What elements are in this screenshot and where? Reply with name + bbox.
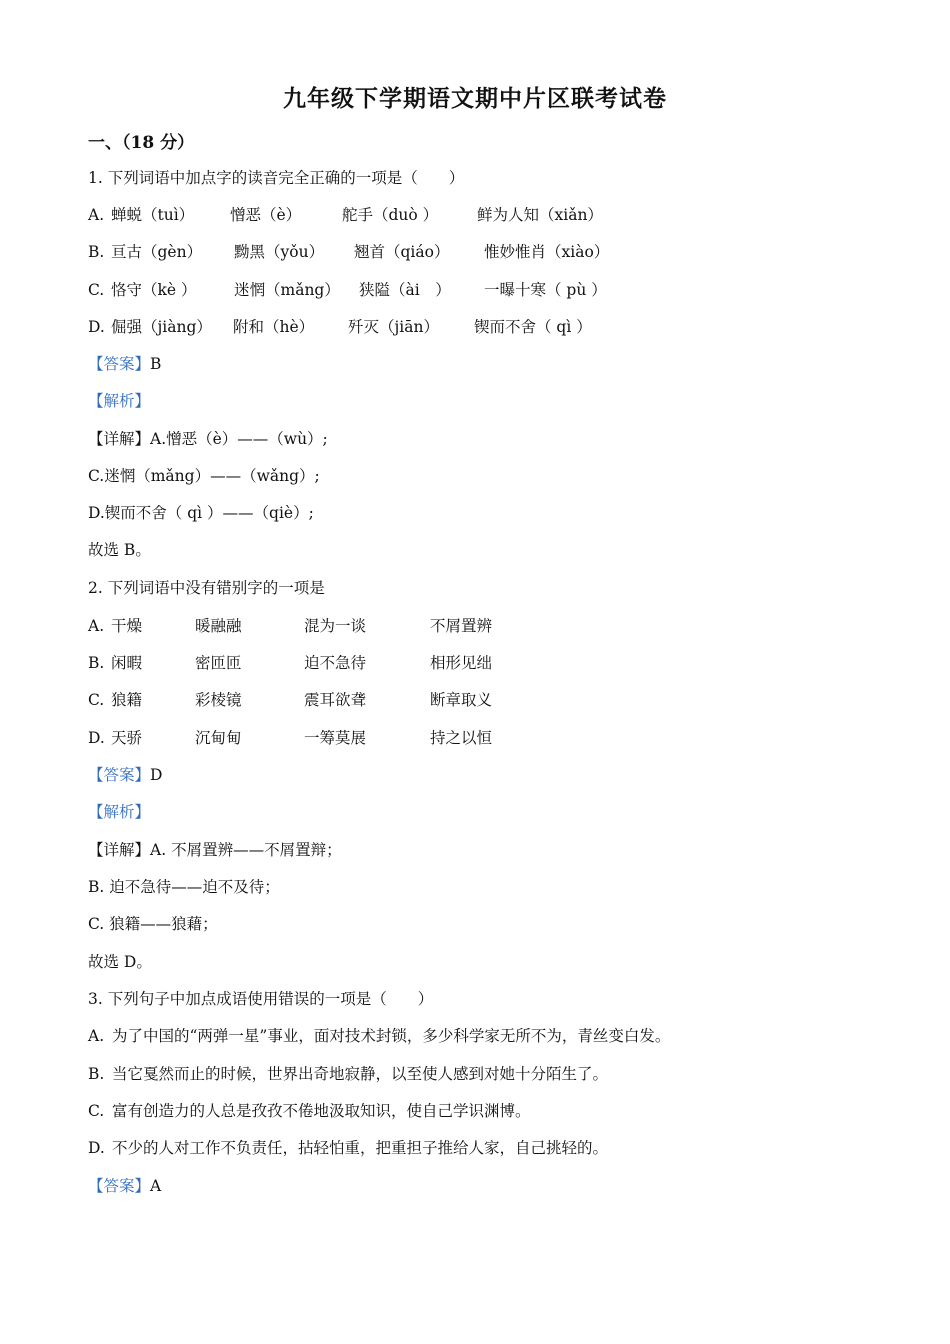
q3-option-b [88,1061,608,1087]
option-label: D. [88,729,105,747]
option-label: A. [88,206,105,224]
option-item: 锲而不舍（ qì ） [474,318,592,336]
q2-option-b [88,650,493,676]
option-item: 不屑置辨 [430,617,493,635]
q1-detail-line: C.迷惘（mǎng）——（wǎng）; [88,467,320,485]
option-item: 迷惘（mǎng） [234,281,340,299]
analysis-tag: 【解析】 [88,392,151,410]
answer-tag: 【答案】 [88,1177,151,1195]
option-label: C. [88,1102,105,1120]
option-text: 为了中国的“两弹一星”事业，面对技术封锁，多少科学家无所不为，青丝变白发。 [112,1027,671,1045]
option-label: C. [88,281,105,299]
answer-tag: 【答案】 [88,766,151,784]
option-label: B. [88,243,105,261]
option-item: 彩棱镜 [195,691,242,709]
option-item: 暖融融 [195,617,242,635]
q3-option-d [88,1135,608,1161]
option-item: 亘古（gèn） [111,243,203,261]
q2-option-c [88,687,493,713]
option-item: 舵手（duò ） [342,206,439,224]
option-item: 惟妙惟肖（xiào） [484,243,610,261]
q1-option-a [88,202,603,228]
option-label: A. [88,1027,105,1045]
option-text: 富有创造力的人总是孜孜不倦地汲取知识，使自己学识渊博。 [112,1102,531,1120]
q1-stem: 1. 下列词语中加点字的读音完全正确的一项是（ ） [88,169,465,187]
q3-stem: 3. 下列句子中加点成语使用错误的一项是（ ） [88,990,434,1008]
option-item: 狭隘（ài ） [359,281,451,299]
q2-option-d [88,725,493,751]
page-title: 九年级下学期语文期中片区联考试卷 [283,85,667,112]
option-item: 震耳欲聋 [304,691,367,709]
option-item: 歼灭（jiān） [348,318,439,336]
answer-tag: 【答案】 [88,355,151,373]
q2-detail [88,837,342,863]
q1-detail [88,426,328,452]
option-item: 蝉蜕（tuì） [111,206,195,224]
option-item: 持之以恒 [430,729,493,747]
q1-detail-line: D.锲而不舍（ qì ）——（qiè）; [88,504,314,522]
option-item: 恪守（kè ） [111,281,197,299]
detail-text: A. 不屑置辨——不屑置辩； [150,841,342,859]
option-item: 一曝十寒（ pù ） [484,281,607,299]
q2-analysis [88,799,150,825]
option-item: 倔强（jiàng） [111,318,212,336]
option-item: 密匝匝 [195,654,242,672]
detail-text: A.憎恶（è）——（wù）; [150,430,328,448]
option-item: 憎恶（è） [230,206,302,224]
option-item: 鲜为人知（xiǎn） [477,206,603,224]
q2-detail-line: B. 迫不急待——迫不及待； [88,878,280,896]
q1-option-c [88,277,607,303]
q2-detail-line: C. 狼籍——狼藉； [88,915,218,933]
option-item: 相形见绌 [430,654,493,672]
q1-conclusion: 故选 B。 [88,541,151,559]
option-label: B. [88,654,105,672]
answer-value: A [150,1177,162,1195]
q1-analysis [88,388,150,414]
option-text: 不少的人对工作不负责任，拈轻怕重，把重担子推给人家，自己挑轻的。 [112,1139,609,1157]
q2-stem: 2. 下列词语中没有错别字的一项是 [88,579,325,597]
detail-tag: 【详解】 [88,430,151,448]
option-label: A. [88,617,105,635]
option-item: 断章取义 [430,691,493,709]
option-item: 闲暇 [111,654,143,672]
option-item: 翘首（qiáo） [354,243,450,261]
section-heading: 一、（18 分） [88,133,195,153]
q2-conclusion: 故选 D。 [88,953,152,971]
q2-option-a [88,613,493,639]
option-item: 混为一谈 [304,617,367,635]
option-item: 天骄 [111,729,143,747]
q1-option-b [88,239,610,265]
option-item: 黝黑（yǒu） [234,243,325,261]
option-label: D. [88,318,105,336]
q1-answer [88,351,161,377]
option-label: D. [88,1139,105,1157]
q1-option-d [88,314,592,340]
detail-tag: 【详解】 [88,841,151,859]
option-item: 迫不急待 [304,654,367,672]
option-item: 附和（hè） [233,318,315,336]
answer-value: D [150,766,163,784]
option-item: 狼籍 [111,691,143,709]
option-item: 沉甸甸 [195,729,242,747]
answer-value: B [150,355,162,373]
q3-answer [88,1173,161,1199]
analysis-tag: 【解析】 [88,803,151,821]
option-text: 当它戛然而止的时候，世界出奇地寂静，以至使人感到对她十分陌生了。 [112,1065,609,1083]
q2-answer [88,762,162,788]
option-label: C. [88,691,105,709]
option-item: 一筹莫展 [304,729,367,747]
option-label: B. [88,1065,105,1083]
q3-option-c [88,1098,531,1124]
option-item: 干燥 [111,617,143,635]
q3-option-a [88,1023,670,1049]
